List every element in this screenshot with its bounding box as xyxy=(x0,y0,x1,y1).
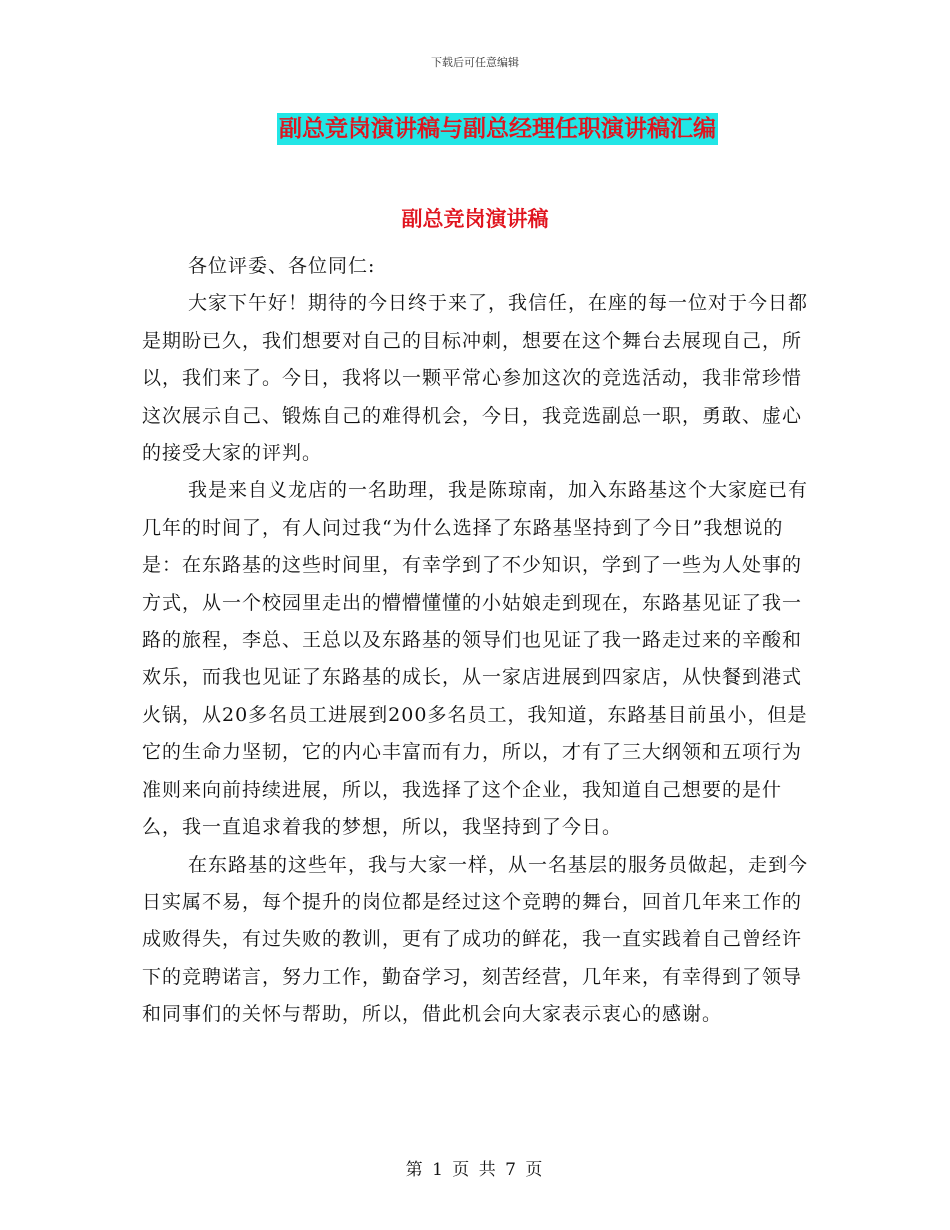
page-number-footer: 第 1 页 共 7 页 xyxy=(405,1160,545,1180)
document-body xyxy=(142,248,812,1034)
body-paragraph: 在东路基的这些年，我与大家一样，从一名基层的服务员做起，走到今日实属不易，每个提升的岗位都是经过这个竞聘的舞台，回首几年来工作的成败得失，有过失败的教训，更有了成功的鲜花，我一直实践着自己曾经许下的竞聘诺言，努力工作，勤奋学习，刻苦经营，几年来，有幸得到了领导和同事们的关怀与帮助，所以，借此机会向大家表示衷心的感谢。 xyxy=(142,853,809,1026)
body-paragraph: 我是来自义龙店的一名助理，我是陈琼南，加入东路基这个大家庭已有几年的时间了，有人问过我“为什么选择了东路基坚持到了今日”我想说的是：在东路基的这些时间里，有幸学到了不少知识，学到了一些为人处事的方式，从一个校园里走出的懵懵懂懂的小姑娘走到现在，东路基见证了我一路的旅程，李总、王总以及东路基的领导们也见证了我一路走过来的辛酸和欢乐，而我也见证了东路基的成长，从一家店进展到四家店，从快餐到港式火锅，从20多名员工进展到200多名员工，我知道，东路基目前虽小，但是它的生命力坚韧，它的内心丰富而有力，所以，才有了三大纲领和五项行为准则来向前持续进展，所以，我选择了这个企业，我知道自己想要的是什么，我一直追求着我的梦想，所以，我坚持到了今日。 xyxy=(142,479,809,839)
section-title: 副总竞岗演讲稿 xyxy=(401,207,549,231)
body-paragraph: 大家下午好！期待的今日终于来了，我信任，在座的每一位对于今日都是期盼已久，我们想要对自己的目标冲刺，想要在这个舞台去展现自己，所以，我们来了。今日，我将以一颗平常心参加这次的竞选活动，我非常珍惜这次展示自己、锻炼自己的难得机会，今日，我竞选副总一职，勇敢、虚心的接受大家的评判。 xyxy=(142,292,809,465)
header-note: 下载后可任意编辑 xyxy=(431,56,519,69)
salutation-paragraph: 各位评委、各位同仁: xyxy=(188,255,376,277)
document-title: 副总竞岗演讲稿与副总经理任职演讲稿汇编 xyxy=(277,113,718,145)
main-title-container xyxy=(0,113,950,145)
